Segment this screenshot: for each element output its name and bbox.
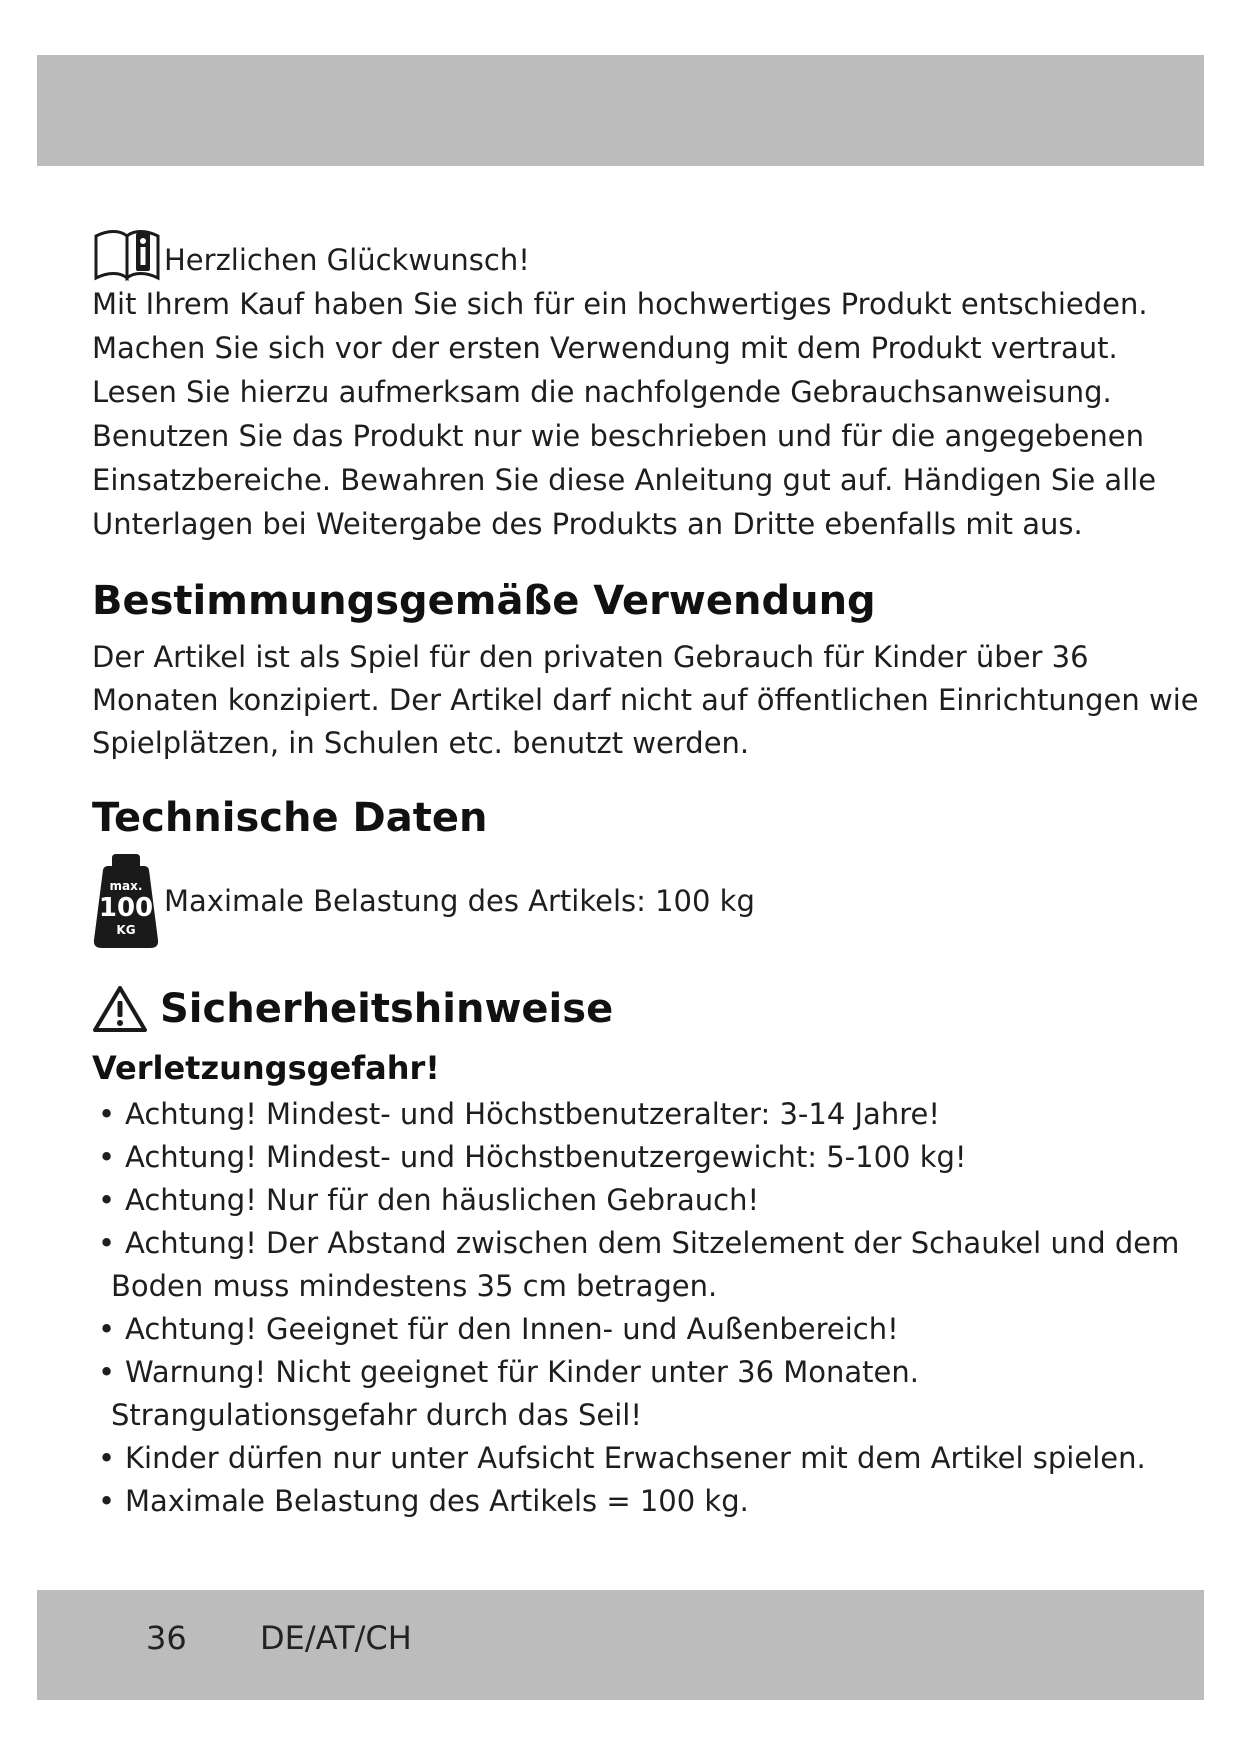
list-item: • Maximale Belastung des Artikels = 100 kg. (92, 1480, 1172, 1523)
usage-line: Spielplätzen, in Schulen etc. benutzt werden. (92, 726, 750, 760)
list-item: • Warnung! Nicht geeignet für Kinder unter 36 Monaten. Strangulationsgefahr durch das Seil! (92, 1351, 1172, 1437)
usage-line: Der Artikel ist als Spiel für den privaten Gebrauch für Kinder über 36 (92, 640, 1089, 674)
safety-heading: Sicherheitshinweise (160, 986, 614, 1032)
page-content (92, 222, 1199, 1523)
list-item: • Achtung! Mindest- und Höchstbenutzergewicht: 5-100 kg! (92, 1136, 1172, 1179)
list-item-continuation: Boden muss mindestens 35 cm betragen. (111, 1269, 718, 1303)
intro-line: Einsatzbereiche. Bewahren Sie diese Anleitung gut auf. Händigen Sie alle (92, 463, 1157, 497)
usage-heading: Bestimmungsgemäße Verwendung (92, 578, 876, 624)
intro-line: Lesen Sie hierzu aufmerksam die nachfolgende Gebrauchsanweisung. (92, 375, 1112, 409)
book-info-icon (92, 226, 162, 282)
max-load-row (92, 851, 1172, 951)
intro-line: Machen Sie sich vor der ersten Verwendung mit dem Produkt vertraut. (92, 331, 1118, 365)
page-number: 36 (146, 1619, 187, 1657)
list-item: • Kinder dürfen nur unter Aufsicht Erwachsener mit dem Artikel spielen. (92, 1437, 1172, 1480)
list-item: • Achtung! Nur für den häuslichen Gebrauch! (92, 1179, 1172, 1222)
intro-line: Benutzen Sie das Produkt nur wie beschrieben und für die angegebenen (92, 419, 1144, 453)
header-band (37, 55, 1204, 166)
weight-icon-top: max. (109, 879, 143, 893)
injury-subheading: Verletzungsgefahr! (92, 1049, 440, 1087)
warning-triangle-icon (92, 984, 148, 1034)
intro-line: Unterlagen bei Weitergabe des Produkts an Dritte ebenfalls mit aus. (92, 507, 1083, 541)
max-load-text: Maximale Belastung des Artikels: 100 kg (164, 884, 755, 918)
weight-icon-value: 100 (98, 893, 154, 923)
usage-paragraph (92, 636, 1199, 765)
tech-heading: Technische Daten (92, 795, 488, 841)
usage-line: Monaten konzipiert. Der Artikel darf nicht auf öffentlichen Einrichtungen wie (92, 683, 1199, 717)
list-item: • Achtung! Der Abstand zwischen dem Sitzelement der Schaukel und dem Boden muss mindestens 35 cm betragen. (92, 1222, 1172, 1308)
weight-icon (92, 852, 160, 950)
footer-band (37, 1590, 1204, 1700)
safety-heading-row (92, 981, 1172, 1037)
intro-line: Mit Ihrem Kauf haben Sie sich für ein hochwertiges Produkt entschieden. (92, 287, 1148, 321)
list-item-continuation: Strangulationsgefahr durch das Seil! (111, 1398, 642, 1432)
intro-greeting-row (92, 222, 1172, 282)
footer-language: DE/AT/CH (260, 1619, 412, 1657)
safety-list (92, 1093, 1180, 1523)
list-item: • Achtung! Geeignet für den Innen- und Außenbereich! (92, 1308, 1172, 1351)
list-item: • Achtung! Mindest- und Höchstbenutzeralter: 3-14 Jahre! (92, 1093, 1172, 1136)
weight-icon-unit: KG (116, 923, 136, 937)
greeting-text: Herzlichen Glückwunsch! (164, 243, 530, 277)
